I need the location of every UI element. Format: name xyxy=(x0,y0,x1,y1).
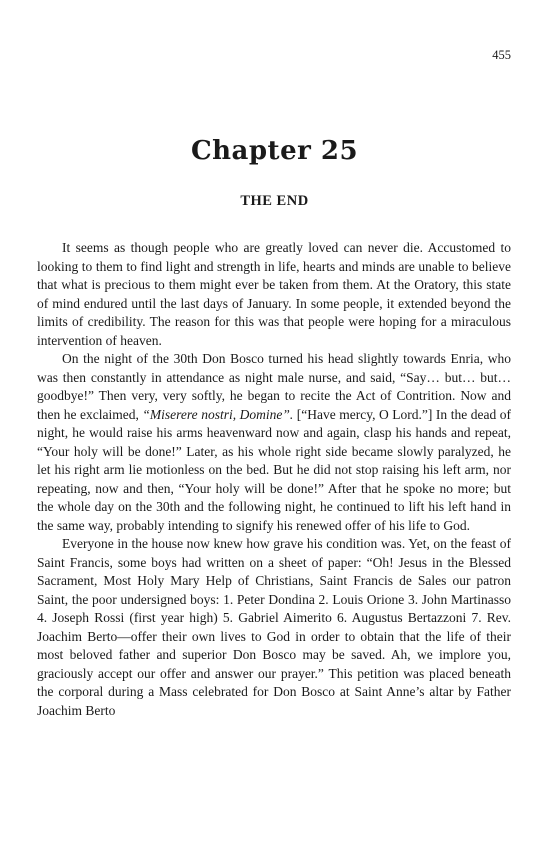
paragraph-2 xyxy=(37,350,511,535)
paragraph-2-text-before: On the night of the 30th Don Bosco turned his head slightly towards Enria, who was then constantly in attendance as night male nurse, and said, “Say… but… but… goodbye!” Then very, very softly, he began to recite the Act of Contrition. Now and then he exclaimed, xyxy=(37,351,511,422)
paragraph-2-text-after: [“Have mercy, O Lord.”] In the dead of night, he would raise his arms heavenward now and again, clasp his hands and repeat, “Your holy will be done!” Later, as his whole right side became slowly paralyzed, he let his right arm lie motionless on the bed. But he did not stop raising his left arm, nor repeating, now and then, “Your holy will be done!” After that he spoke no more; but the whole day on the 30th and the following night, he continued to lift his left hand in the same way, probably intending to signify his renewed offer of his life to God. xyxy=(37,406,511,533)
page-number: 455 xyxy=(492,48,511,62)
chapter-title: THE END xyxy=(240,193,309,209)
chapter-heading: Chapter 25 xyxy=(190,136,359,166)
body-text xyxy=(37,239,511,720)
paragraph-1: It seems as though people who are greatly loved can never die. Accustomed to looking to them to find light and strength in life, hearts and minds are unable to believe that what is precious to them might ever be taken from them. At the Oratory, this state of mind endured until the last days of January. In some people, it extended beyond the limits of credibility. The reason for this was that people were hoping for a miraculous intervention of heaven. xyxy=(37,240,511,348)
paragraph-3: Everyone in the house now knew how grave his condition was. Yet, on the feast of Saint Francis, some boys had written on a sheet of paper: “Oh! Jesus in the Blessed Sacrament, Most Holy Mary Help of Christians, Saint Francis de Sales our patron Saint, the poor undersigned boys: 1. Peter Dondina 2. Louis Orione 3. John Martinasso 4. Joseph Rossi (first year high) 5. Gabriel Aimerito 6. Augustus Bertazzoni 7. Rev. Joachim Berto—offer their own lives to God in order to obtain that the life of their most beloved father and superior Don Bosco may be saved. Ah, we implore you, graciously accept our offer and answer our prayer.” This petition was placed beneath the corporal during a Mass celebrated for Don Bosco at Saint Anne’s altar by Father Joachim Berto xyxy=(37,536,511,718)
paragraph-2-latin-phrase: “Miserere nostri, Domine”. xyxy=(142,406,294,422)
